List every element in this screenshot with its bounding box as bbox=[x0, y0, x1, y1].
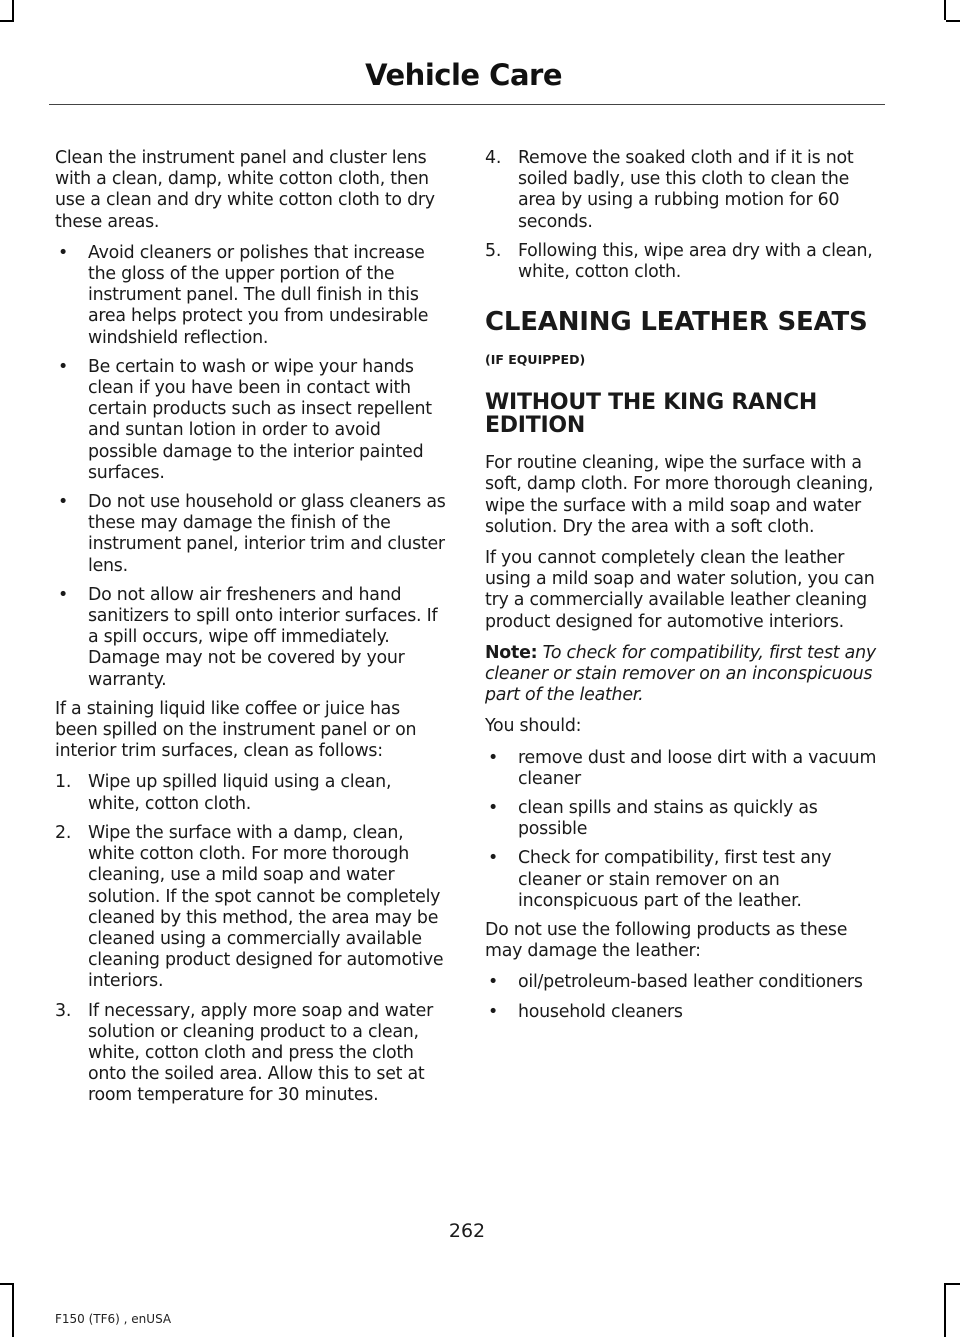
crop-mark bbox=[12, 1283, 14, 1337]
should-bullet-list bbox=[485, 748, 880, 912]
heading-suffix: (IF EQUIPPED) bbox=[485, 352, 586, 368]
list-item: 4. Remove the soaked cloth and if it is not soiled badly, use this cloth to clean the area by using a rubbing motion for 60 seconds. bbox=[485, 148, 854, 232]
page-title: Vehicle Care bbox=[365, 58, 562, 92]
bullet-marker: • bbox=[488, 747, 499, 768]
list-item: • Do not allow air fresheners and hand sanitizers to spill onto interior surfaces. If a spill occurs, wipe off immediately. Damage may not be covered by your warranty. bbox=[58, 584, 438, 690]
bullet-marker: • bbox=[58, 242, 69, 263]
step-number: 5. bbox=[485, 240, 502, 261]
list-item: 5. Following this, wipe area dry with a clean, white, cotton cloth. bbox=[485, 240, 873, 283]
list-item: • household cleaners bbox=[488, 1001, 683, 1022]
crop-mark bbox=[944, 0, 946, 20]
list-item: • remove dust and loose dirt with a vacuum cleaner bbox=[488, 747, 877, 789]
list-item: • Avoid cleaners or polishes that increase the gloss of the upper portion of the instrument panel. The dull finish in this area helps protect you from undesirable windshield reflection. bbox=[58, 242, 429, 348]
step-number: 4. bbox=[485, 148, 502, 168]
bullet-marker: • bbox=[58, 492, 69, 513]
stain-intro-paragraph: If a staining liquid like coffee or juice has been spilled on the instrument panel or on interior trim surfaces, clean as follows: bbox=[55, 698, 417, 762]
bullet-marker: • bbox=[58, 356, 69, 377]
list-item: 3. If necessary, apply more soap and water solution or cleaning product to a clean, white, cotton cloth and press the cloth onto the soiled area. Allow this to set at room temperature for 30 minutes. bbox=[55, 1000, 433, 1106]
crop-mark bbox=[944, 1283, 946, 1337]
stain-steps-continued-list bbox=[485, 148, 880, 283]
list-item: • clean spills and stains as quickly as possible bbox=[488, 798, 818, 840]
right-column bbox=[485, 148, 880, 1031]
routine-cleaning-paragraph: For routine cleaning, wipe the surface with a soft, damp cloth. For more thorough cleaning, wipe the surface with a mild soap and water solution. Dry the area with a soft cloth. bbox=[485, 453, 874, 537]
section-heading: CLEANING LEATHER SEATS (IF EQUIPPED) bbox=[485, 307, 868, 368]
subsection-heading: WITHOUT THE KING RANCH EDITION bbox=[485, 390, 818, 439]
left-column bbox=[55, 148, 447, 1115]
list-item: • Check for compatibility, first test any cleaner or stain remover on an inconspicuous part of the leather. bbox=[488, 848, 832, 911]
list-item: • oil/petroleum-based leather conditioners bbox=[488, 972, 863, 993]
bullet-marker: • bbox=[488, 1001, 499, 1022]
bullet-marker: • bbox=[488, 972, 499, 993]
page-number: 262 bbox=[448, 1220, 486, 1242]
stain-steps-list bbox=[55, 772, 447, 1106]
crop-mark bbox=[946, 20, 960, 22]
bullet-marker: • bbox=[488, 798, 499, 819]
crop-mark bbox=[12, 0, 14, 20]
leather-cleaner-paragraph: If you cannot completely clean the leather using a mild soap and water solution, you can try a commercially available leather cleaning product designed for automotive interiors. bbox=[485, 548, 875, 632]
do-not-use-bullet-list bbox=[485, 972, 880, 1022]
document-id: F150 (TF6) , enUSA bbox=[55, 1312, 172, 1326]
bullet-marker: • bbox=[58, 584, 69, 605]
header-divider bbox=[49, 104, 885, 105]
note-text: To check for compatibility, first test any cleaner or stain remover on an inconspicuous part of the leather. bbox=[485, 642, 876, 706]
do-not-use-paragraph: Do not use the following products as these may damage the leather: bbox=[485, 920, 848, 962]
care-bullet-list bbox=[55, 243, 447, 691]
you-should-label: You should: bbox=[485, 716, 582, 737]
note bbox=[485, 643, 880, 707]
step-number: 1. bbox=[55, 772, 72, 793]
list-item: 2. Wipe the surface with a damp, clean, white cotton cloth. For more thorough cleaning, use a mild soap and water solution. If the spot cannot be completely cleaned by this method, the area may be cleaned using a commercially available cleaning product designed for automotive interiors. bbox=[55, 822, 444, 992]
list-item: • Be certain to wash or wipe your hands clean if you have been in contact with certain products such as insect repellent and suntan lotion in order to avoid possible damage to the interior painted surfaces. bbox=[58, 356, 432, 483]
bullet-marker: • bbox=[488, 848, 499, 869]
list-item: • Do not use household or glass cleaners as these may damage the finish of the instrument panel, interior trim and cluster lens. bbox=[58, 492, 446, 576]
list-item: 1. Wipe up spilled liquid using a clean, white, cotton cloth. bbox=[55, 772, 392, 814]
crop-mark bbox=[0, 20, 14, 22]
step-number: 3. bbox=[55, 1000, 72, 1021]
step-number: 2. bbox=[55, 822, 72, 843]
note-label: Note: bbox=[485, 642, 538, 663]
crop-mark bbox=[0, 1283, 14, 1285]
crop-mark bbox=[946, 1283, 960, 1285]
intro-paragraph: Clean the instrument panel and cluster lens with a clean, damp, white cotton cloth, then use a clean and dry white cotton cloth to dry these areas. bbox=[55, 148, 435, 232]
